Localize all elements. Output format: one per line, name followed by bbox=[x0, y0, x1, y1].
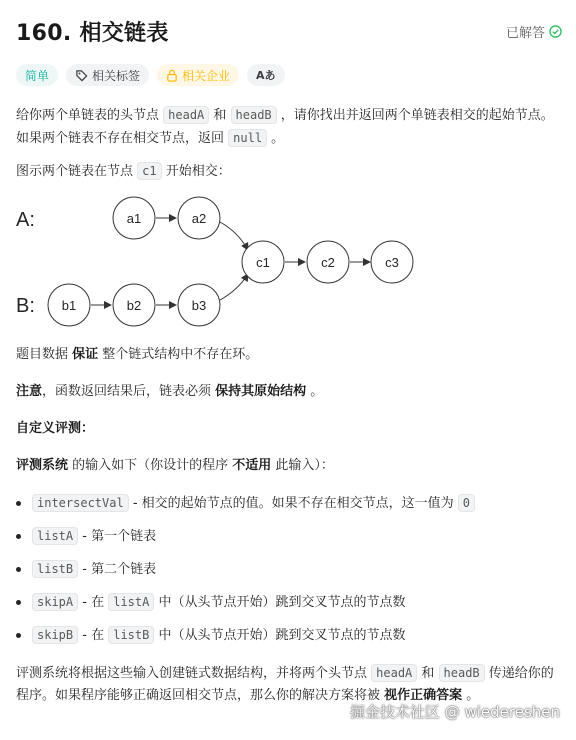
list-text: 中（从头节点开始）跳到交叉节点的节点数 bbox=[154, 595, 406, 610]
difficulty-label: 简单 bbox=[25, 68, 50, 83]
solved-status bbox=[506, 22, 562, 41]
note-bold: 保证 bbox=[72, 347, 99, 362]
translate-button[interactable] bbox=[247, 64, 285, 86]
watermark: 掘金技术社区 @ wiedereshen bbox=[349, 703, 560, 721]
list-text: - 在 bbox=[78, 595, 109, 610]
structure-note bbox=[16, 381, 560, 403]
inline-code: headA bbox=[163, 106, 209, 124]
note-text: 整个链式结构中不存在环。 bbox=[98, 347, 259, 362]
node-label: c3 bbox=[385, 255, 399, 270]
note-bold: 不适用 bbox=[232, 458, 272, 473]
judge-input-intro bbox=[16, 455, 560, 477]
figure-caption bbox=[16, 160, 560, 183]
no-cycle-note bbox=[16, 344, 560, 366]
inline-code: 0 bbox=[458, 494, 475, 512]
node-label: b1 bbox=[61, 298, 77, 313]
inline-code: headB bbox=[231, 106, 277, 124]
list-item bbox=[32, 525, 156, 548]
node-label: a2 bbox=[191, 211, 207, 226]
inline-code: listA bbox=[108, 593, 154, 611]
inline-code: listB bbox=[32, 560, 78, 578]
tag-icon bbox=[75, 69, 88, 82]
list-a-label: A: bbox=[16, 209, 35, 231]
list-b-label: B: bbox=[16, 295, 35, 317]
inline-code: intersectVal bbox=[32, 494, 129, 512]
intro-text: 。 bbox=[267, 131, 285, 146]
custom-judge-heading bbox=[16, 418, 560, 440]
node-label: c1 bbox=[256, 255, 270, 270]
note-text: 此输入）： bbox=[271, 458, 334, 473]
intro-text: 给你两个单链表的头节点 bbox=[16, 108, 164, 123]
node-label: b2 bbox=[126, 298, 142, 313]
list-bullet bbox=[16, 567, 21, 572]
intro-paragraph bbox=[16, 104, 560, 150]
caption-text: 图示两个链表在节点 bbox=[16, 164, 138, 179]
node-label: a1 bbox=[126, 211, 142, 226]
list-text: - 第二个链表 bbox=[78, 562, 157, 577]
final-text: 和 bbox=[417, 666, 439, 681]
intro-text: 和 bbox=[209, 108, 231, 123]
list-item bbox=[32, 492, 475, 515]
check-circle-icon bbox=[549, 25, 562, 38]
inline-code: headB bbox=[439, 664, 485, 682]
note-bold: 注意 bbox=[16, 384, 43, 399]
note-bold: 评测系统 bbox=[16, 458, 69, 473]
list-text: - 第一个链表 bbox=[78, 529, 157, 544]
node-label: b3 bbox=[191, 298, 207, 313]
list-bullet bbox=[16, 534, 21, 539]
list-text: - 相交的起始节点的值。如果不存在相交节点，这一值为 bbox=[128, 496, 458, 511]
list-item bbox=[32, 558, 156, 581]
inline-code: skipB bbox=[32, 626, 78, 644]
final-text: 。 bbox=[462, 688, 480, 703]
topic-tags-button[interactable] bbox=[66, 64, 149, 86]
translate-icon: Aあ bbox=[256, 69, 276, 82]
edge-a2-c1 bbox=[220, 222, 248, 250]
list-text: 中（从头节点开始）跳到交叉节点的节点数 bbox=[154, 628, 406, 643]
caption-text: 开始相交： bbox=[161, 164, 231, 179]
note-text: 。 bbox=[306, 384, 324, 399]
tag-bar bbox=[16, 64, 285, 86]
final-text: 评测系统将根据这些输入创建链式数据结构，并将两个头节点 bbox=[16, 666, 372, 681]
inline-code: null bbox=[228, 129, 267, 147]
list-item bbox=[32, 591, 405, 614]
note-text: 的输入如下（你设计的程序 bbox=[68, 458, 233, 473]
topic-tags-label: 相关标签 bbox=[92, 68, 141, 83]
section-heading: 自定义评测： bbox=[16, 421, 95, 436]
linked-list-diagram bbox=[0, 188, 576, 336]
inline-code: c1 bbox=[137, 162, 161, 180]
list-text: - 在 bbox=[78, 628, 109, 643]
company-tags-label: 相关企业 bbox=[182, 68, 231, 83]
list-bullet bbox=[16, 633, 21, 638]
edge-b3-c1 bbox=[220, 274, 248, 300]
final-text: 传递给你的程序。如果程序能够正确返回相交节点，那么你的解决方案将被 bbox=[16, 666, 554, 703]
intro-text: ，请你找出并返回两个单链表相交的起始节点。如果两个链表不存在相交节点，返回 bbox=[16, 108, 554, 146]
node-label: c2 bbox=[321, 255, 335, 270]
lock-icon bbox=[166, 69, 178, 82]
inline-code: headA bbox=[371, 664, 417, 682]
note-text: 题目数据 bbox=[16, 347, 73, 362]
inline-code: listB bbox=[108, 626, 154, 644]
note-text: ，函数返回结果后，链表必须 bbox=[42, 384, 216, 399]
inline-code: listA bbox=[32, 527, 78, 545]
solved-label: 已解答 bbox=[505, 26, 545, 41]
list-bullet bbox=[16, 501, 21, 506]
page-title: 160. 相交链表 bbox=[16, 21, 169, 46]
company-tags-button[interactable] bbox=[157, 64, 239, 86]
inline-code: skipA bbox=[32, 593, 78, 611]
note-bold: 保持其原始结构 bbox=[215, 384, 307, 399]
difficulty-tag[interactable] bbox=[16, 64, 58, 86]
list-bullet bbox=[16, 600, 21, 605]
list-item bbox=[32, 624, 405, 647]
final-bold: 视作正确答案 bbox=[384, 688, 463, 703]
